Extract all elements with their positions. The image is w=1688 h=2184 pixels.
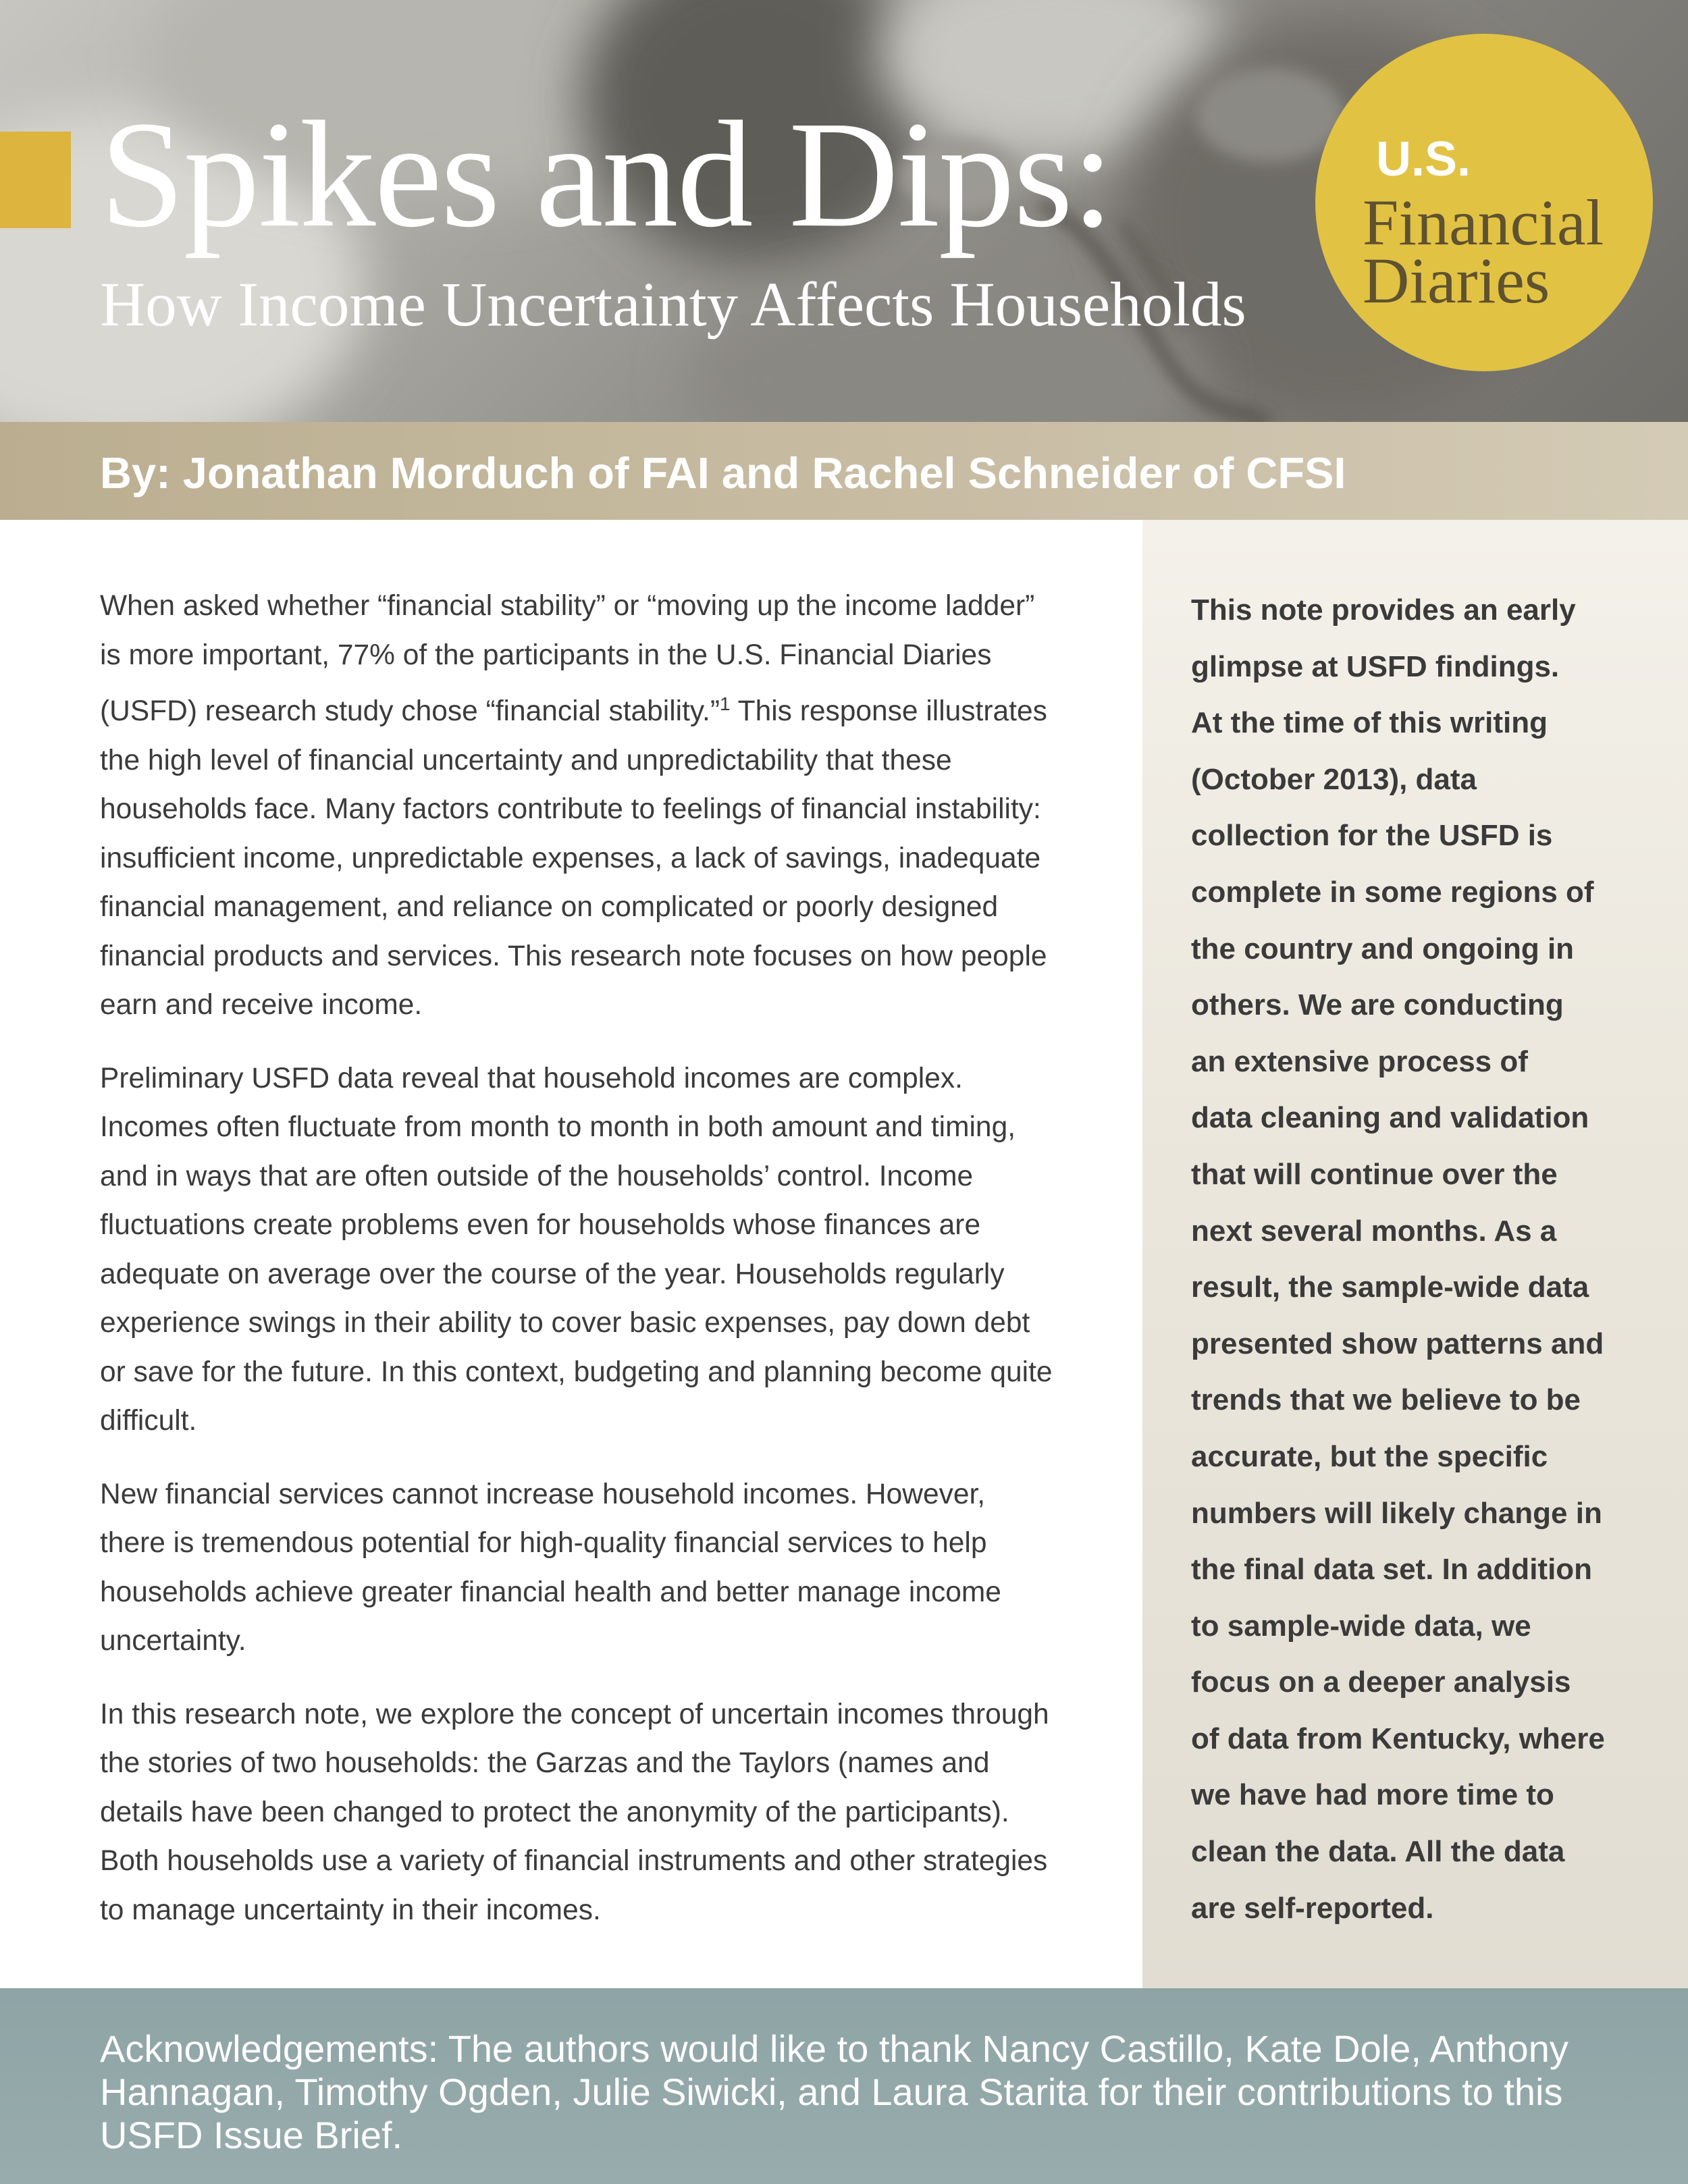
sidebar-line: to sample-wide data, we — [1191, 1609, 1531, 1643]
sidebar-line: This note provides an early — [1191, 593, 1576, 627]
paragraph-2 — [100, 1055, 1092, 1446]
sidebar-line: an extensive process of — [1191, 1044, 1528, 1078]
sidebar-line: are self-reported. — [1191, 1891, 1434, 1925]
sidebar-line: numbers will likely change in — [1191, 1496, 1602, 1530]
text-line: earn and receive income. — [100, 989, 423, 1021]
byline-band — [0, 422, 1688, 520]
ack-line: Hannagan, Timothy Ogden, Julie Siwicki, and Laura Starita for their contributions to this — [100, 2071, 1563, 2113]
text-line: adequate on average over the course of the year. Households regularly — [100, 1258, 1005, 1290]
text-line: there is tremendous potential for high-quality financial services to help — [100, 1527, 987, 1560]
sidebar-line: complete in some regions of — [1191, 875, 1594, 909]
sidebar-line: At the time of this writing — [1191, 706, 1548, 740]
sidebar-line: presented show patterns and — [1191, 1327, 1604, 1360]
sidebar-line: collection for the USFD is — [1191, 819, 1553, 853]
sidebar-line: (October 2013), data — [1191, 762, 1477, 796]
acknowledgements-footer — [0, 1988, 1688, 2184]
paragraph-4 — [100, 1690, 1092, 1936]
text-line: uncertainty. — [100, 1625, 246, 1657]
logo-diaries-text: Diaries — [1363, 244, 1550, 317]
text-line: insufficient income, unpredictable expenses, a lack of savings, inadequate — [100, 842, 1041, 874]
sidebar-line: others. We are conducting — [1191, 988, 1564, 1022]
ack-line: Acknowledgements: The authors would like to thank Nancy Castillo, Kate Dole, Anthony — [100, 2027, 1568, 2070]
text-line: or save for the future. In this context, budgeting and planning become quite — [100, 1356, 1053, 1388]
accent-bar — [0, 132, 71, 228]
text-line: the high level of financial uncertainty and unpredictability that these — [100, 744, 952, 776]
sidebar-line: result, the sample-wide data — [1191, 1271, 1589, 1304]
paragraph-1 — [100, 582, 1092, 1030]
sidebar-line: glimpse at USFD findings. — [1191, 649, 1560, 683]
text-line: In this research note, we explore the concept of uncertain incomes through — [100, 1698, 1049, 1730]
text-line: New financial services cannot increase household incomes. However, — [100, 1478, 986, 1510]
text-line: Preliminary USFD data reveal that household incomes are complex. — [100, 1062, 963, 1094]
sidebar-note-text — [1191, 582, 1664, 1936]
sidebar-line: clean the data. All the data — [1191, 1835, 1565, 1869]
footnote-marker: 1 — [719, 693, 731, 714]
sidebar-line: we have had more time to — [1191, 1778, 1554, 1812]
text-line: financial products and services. This research note focuses on how people — [100, 940, 1047, 972]
usfd-logo — [1315, 34, 1653, 371]
sidebar-line: of data from Kentucky, where — [1191, 1722, 1605, 1755]
text-line: Both households use a variety of financial instruments and other strategies — [100, 1845, 1048, 1877]
text-line: households achieve greater financial health and better manage income — [100, 1576, 1001, 1608]
byline: By: Jonathan Morduch of FAI and Rachel Schneider of CFSI — [100, 448, 1346, 498]
text-line: experience swings in their ability to cover basic expenses, pay down debt — [100, 1307, 1030, 1339]
sidebar-line: trends that we believe to be — [1191, 1383, 1581, 1417]
acknowledgements-text — [100, 2027, 1639, 2157]
text-line: is more important, 77% of the participants in the U.S. Financial Diaries — [100, 639, 992, 671]
text-line: (USFD) research study chose “financial stability.” — [100, 695, 720, 728]
text-line: financial management, and reliance on complicated or poorly designed — [100, 891, 999, 924]
text-line: to manage uncertainty in their incomes. — [100, 1894, 601, 1926]
paragraph-3 — [100, 1470, 1092, 1666]
text-line: and in ways that are often outside of the households’ control. Income — [100, 1160, 974, 1192]
text-line: details have been changed to protect the anonymity of the participants). — [100, 1796, 1009, 1828]
sidebar-line: focus on a deeper analysis — [1191, 1666, 1571, 1699]
sidebar-line: next several months. As a — [1191, 1214, 1557, 1248]
header-banner — [0, 0, 1688, 422]
sidebar-note — [1142, 520, 1688, 1988]
ack-line: USFD Issue Brief. — [100, 2114, 403, 2156]
sidebar-line: the final data set. In addition — [1191, 1553, 1593, 1587]
text-line: the stories of two households: the Garzas and the Taylors (names and — [100, 1747, 990, 1780]
sidebar-line: the country and ongoing in — [1191, 932, 1575, 965]
sidebar-line: data cleaning and validation — [1191, 1101, 1589, 1135]
text-line: households face. Many factors contribute to feelings of financial instability: — [100, 793, 1041, 826]
page-subtitle: How Income Uncertainty Affects Households — [100, 270, 1246, 340]
logo-financial-text: Financial — [1363, 186, 1604, 259]
text-line: difficult. — [100, 1405, 197, 1437]
page-title: Spikes and Dips: — [100, 90, 1113, 259]
sidebar-line: accurate, but the specific — [1191, 1439, 1548, 1473]
text-line: This response illustrates — [730, 695, 1047, 728]
logo-us-text: U.S. — [1376, 132, 1471, 186]
sidebar-line: that will continue over the — [1191, 1157, 1558, 1191]
main-column — [100, 582, 1092, 1959]
text-line: When asked whether “financial stability” or “moving up the income ladder” — [100, 590, 1035, 622]
text-line: fluctuations create problems even for households whose finances are — [100, 1209, 981, 1242]
text-line: Incomes often fluctuate from month to month in both amount and timing, — [100, 1111, 1016, 1144]
